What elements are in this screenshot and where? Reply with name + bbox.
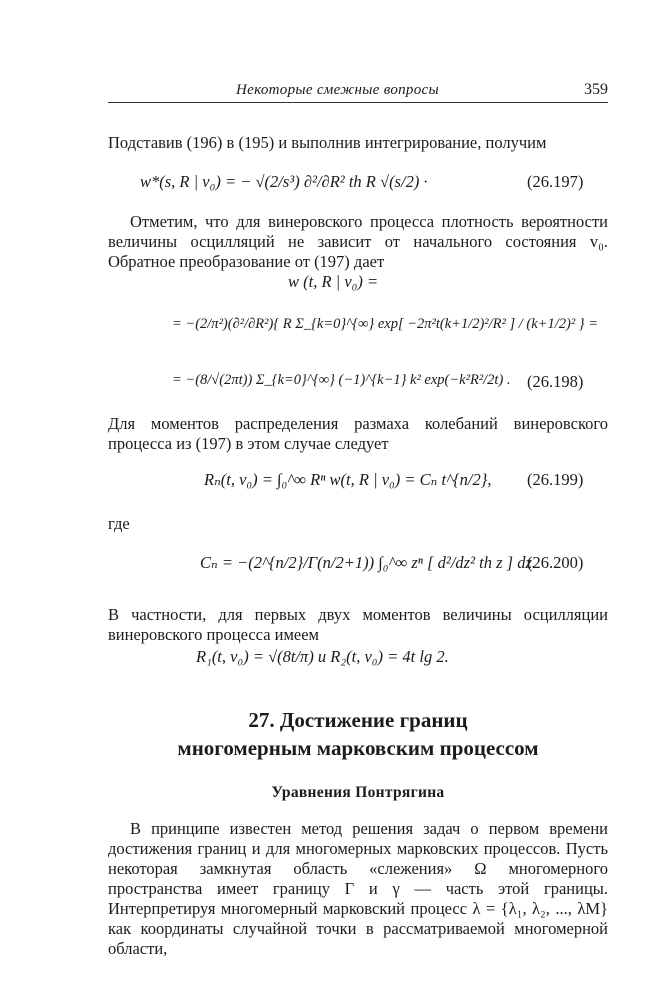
section-title-line2: многомерным марковским процессом bbox=[177, 736, 539, 760]
running-header bbox=[108, 80, 608, 103]
equation-199-number: (26.199) bbox=[527, 470, 584, 489]
paragraph-1: Подставив (196) в (195) и выполнив интегрирование, получим bbox=[108, 133, 547, 152]
paragraph-6: В принципе известен метод решения задач о первом времени достижения границ и для многомерных марковских процессов. Пусть некоторая замкнутая область «слежения» Ω многомерного пространства имеет границу Γ и γ — часть этой границы. Интерпретируя многомерный марковский процесс λ = {λ₁, λ₂, ..., λM} как координаты случайной точки в рассматриваемой многомерной области, bbox=[108, 819, 608, 958]
equation-198-line1: = −(2/π²)(∂²/∂R²){ R Σ_{k=0}^{∞} exp[ −2π²t(k+1/2)²/R² ] / (k+1/2)² } = bbox=[172, 316, 599, 332]
subsection-title: Уравнения Понтрягина bbox=[271, 784, 445, 801]
paragraph-4: где bbox=[108, 514, 130, 533]
equation-199: Rₙ(t, v₀) = ∫₀^∞ Rⁿ w(t, R | v₀) = Cₙ t^{n/2}, bbox=[204, 470, 492, 489]
equation-198-line2: = −(8/√(2πt)) Σ_{k=0}^{∞} (−1)^{k−1} k² exp(−k²R²/2t) . bbox=[172, 372, 511, 388]
running-title: Некоторые смежные вопросы bbox=[236, 82, 439, 98]
equation-198-head: w (t, R | v₀) = bbox=[288, 272, 379, 291]
paragraph-5: В частности, для первых двух моментов величины осцилляции винеровского процесса имеем bbox=[108, 605, 608, 644]
eq197-body: √(2/s³) ∂²/∂R² th R √(s/2) · bbox=[255, 172, 428, 191]
equation-200: Cₙ = −(2^{n/2}/Γ(n/2+1)) ∫₀^∞ zⁿ [ d²/dz² th z ] dz. bbox=[200, 553, 537, 572]
equation-moments: R₁(t, v₀) = √(8t/π) и R₂(t, v₀) = 4t lg 2. bbox=[196, 647, 449, 666]
section-title-line1: 27. Достижение границ bbox=[248, 708, 468, 732]
paragraph-3: Для моментов распределения размаха колебаний винеровского процесса из (197) в этом случае следует bbox=[108, 414, 608, 453]
paragraph-2: Отметим, что для винеровского процесса плотность вероятности величины осцилляций не зависит от начального состояния v₀. Обратное преобразование от (197) дает bbox=[108, 212, 608, 271]
eq197-lhs: w*(s, R | v₀) = − bbox=[140, 172, 252, 191]
equation-197-number: (26.197) bbox=[527, 172, 584, 191]
equation-197 bbox=[140, 172, 490, 192]
page-number: 359 bbox=[584, 81, 608, 98]
equation-200-number: (26.200) bbox=[527, 553, 584, 572]
equation-198-number: (26.198) bbox=[527, 372, 584, 391]
